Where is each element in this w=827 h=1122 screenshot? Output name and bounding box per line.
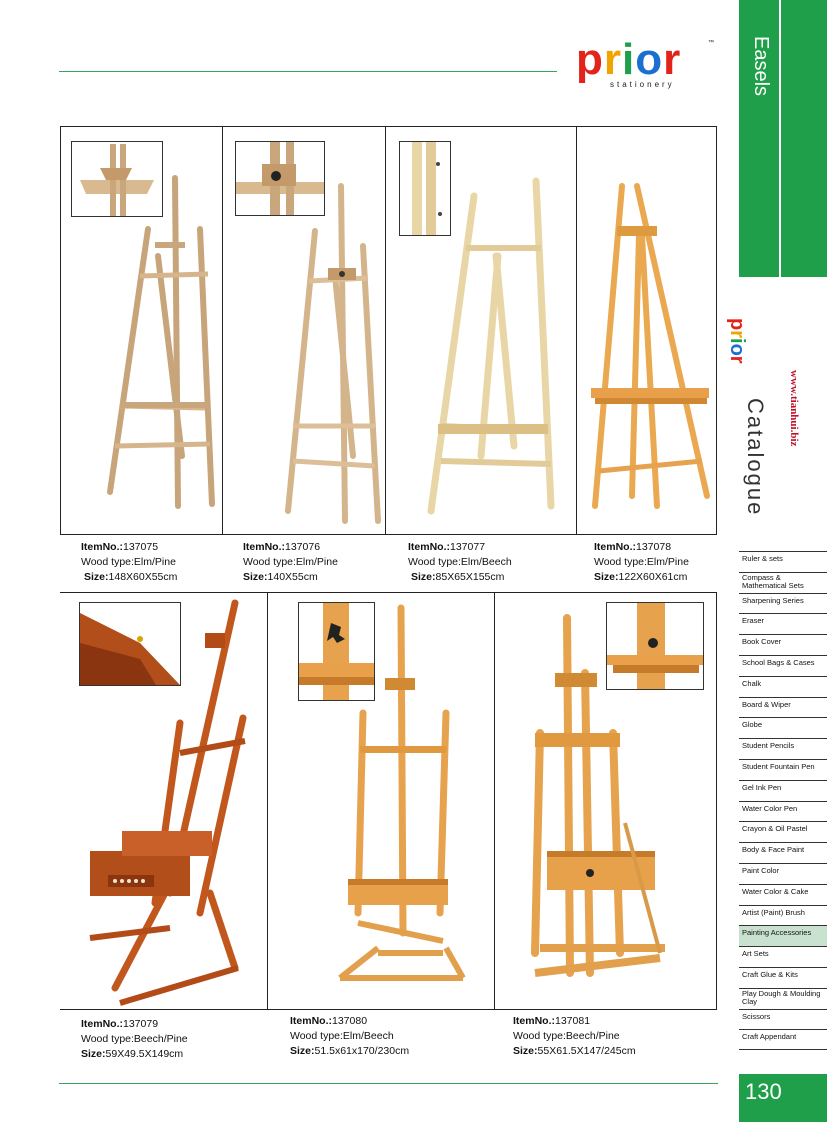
detail-inset	[606, 602, 704, 690]
product-caption-137075: ItemNo.:137075 Wood type:Elm/Pine Size:148X60X55cm	[81, 541, 178, 583]
product-image-137078	[577, 126, 717, 535]
section-title: Easels	[750, 36, 772, 97]
index-item[interactable]: Craft Appendant	[739, 1029, 827, 1050]
catalogue-label: Catalogue	[743, 398, 768, 517]
index-item[interactable]: Globe	[739, 717, 827, 738]
page-number: 130	[745, 1079, 782, 1104]
index-item[interactable]: Body & Face Paint	[739, 842, 827, 863]
product-image-137080	[268, 593, 494, 1009]
index-item-active[interactable]: Painting Accessories	[739, 925, 827, 946]
product-caption-137080: ItemNo.:137080 Wood type:Elm/Beech Size:51.5x61x170/230cm	[290, 1015, 410, 1057]
index-item[interactable]: Gel Ink Pen	[739, 780, 827, 801]
index-item[interactable]: Water Color & Cake	[739, 884, 827, 905]
side-logo: prior	[726, 318, 748, 364]
index-item[interactable]: Ruler & sets	[739, 551, 827, 572]
brand-logo	[576, 35, 716, 90]
product-caption-137078: ItemNo.:137078 Wood type:Elm/Pine Size:122X60X61cm	[594, 541, 689, 583]
index-item[interactable]: School Bags & Cases	[739, 655, 827, 676]
product-image-137079	[60, 593, 267, 1009]
top-rule	[59, 71, 557, 72]
index-item[interactable]: Compass & Mathematical Sets	[739, 572, 827, 593]
detail-inset	[79, 602, 181, 686]
product-image-137076	[223, 126, 385, 535]
detail-inset	[235, 141, 325, 216]
index-item[interactable]: Craft Glue & Kits	[739, 967, 827, 988]
product-image-137075	[60, 126, 222, 535]
product-caption-137077: ItemNo.:137077 Wood type:Elm/Beech Size:85X65X155cm	[408, 541, 512, 583]
product-caption-137081: ItemNo.:137081 Wood type:Beech/Pine Size:55X61.5X147/245cm	[513, 1015, 636, 1057]
product-caption-137076: ItemNo.:137076 Wood type:Elm/Pine Size:140X55cm	[243, 541, 338, 583]
product-caption-137079: ItemNo.:137079 Wood type:Beech/Pine Size:59X49.5X149cm	[81, 1018, 188, 1060]
index-item[interactable]: Sharpening Series	[739, 593, 827, 614]
bottom-rule	[59, 1083, 718, 1084]
easel-illustration	[577, 126, 717, 535]
index-item[interactable]: Art Sets	[739, 946, 827, 967]
logo-wordmark: prior	[576, 35, 682, 84]
logo-tm: ™	[708, 40, 714, 46]
index-item[interactable]: Eraser	[739, 613, 827, 634]
index-item[interactable]: Artist (Paint) Brush	[739, 905, 827, 926]
index-item[interactable]: Chalk	[739, 676, 827, 697]
detail-inset	[399, 141, 451, 236]
index-item[interactable]: Water Color Pen	[739, 801, 827, 822]
logo-subtitle: stationery	[610, 80, 675, 89]
index-item[interactable]: Scissors	[739, 1009, 827, 1030]
category-index	[739, 551, 827, 1050]
product-image-137081	[495, 593, 717, 1009]
index-item[interactable]: Paint Color	[739, 863, 827, 884]
index-item[interactable]: Crayon & Oil Pastel	[739, 821, 827, 842]
page-number-box	[739, 1074, 827, 1122]
index-item[interactable]: Student Fountain Pen	[739, 759, 827, 780]
detail-inset	[298, 602, 375, 701]
product-image-137077	[386, 126, 576, 535]
index-item[interactable]: Student Pencils	[739, 738, 827, 759]
website-link[interactable]: www.tianhui.biz	[788, 370, 800, 447]
detail-inset	[71, 141, 163, 217]
index-item[interactable]: Play Dough & Moulding Clay	[739, 988, 827, 1009]
index-item[interactable]: Book Cover	[739, 634, 827, 655]
index-item[interactable]: Board & Wiper	[739, 697, 827, 718]
